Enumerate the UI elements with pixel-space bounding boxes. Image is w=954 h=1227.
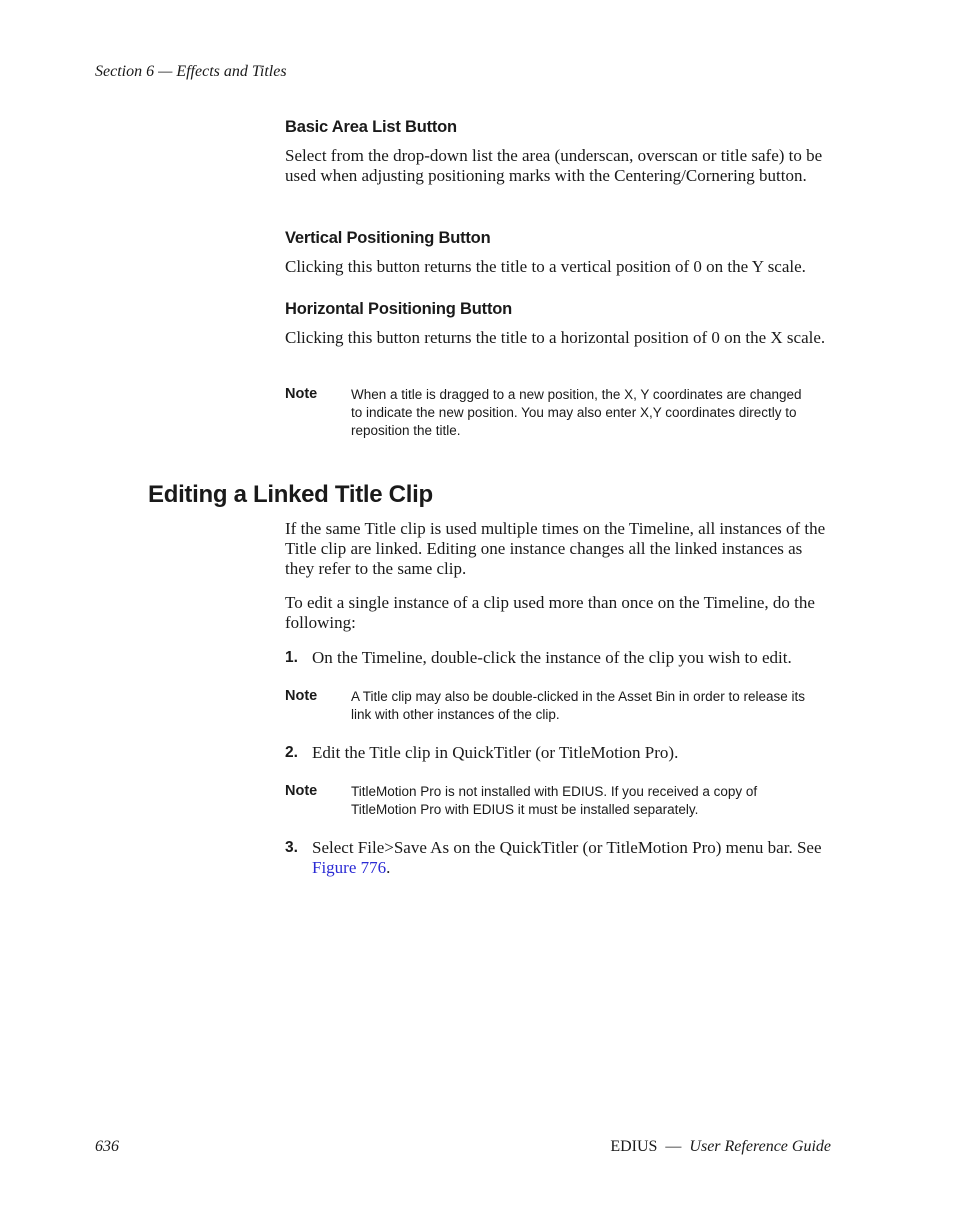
step-text-lead: Select File>Save As on the QuickTitler (or TitleMotion Pro) menu bar. See (312, 838, 822, 857)
note-label: Note (285, 783, 318, 799)
note-text: When a title is dragged to a new position, the X, Y coordinates are changed to indicate the new position. You may also enter X,Y coordinates directly to reposition the title. (351, 387, 802, 438)
note-text: A Title clip may also be double-clicked in the Asset Bin in order to release its link with other instances of the clip. (351, 689, 805, 722)
paragraph: To edit a single instance of a clip used more than once on the Timeline, do the following: (285, 593, 815, 632)
footer-title (610, 1138, 831, 1156)
chapter-heading: Editing a Linked Title Clip (148, 481, 433, 508)
section-body: Clicking this button returns the title to a horizontal position of 0 on the X scale. (285, 328, 826, 347)
step-text (312, 838, 833, 878)
step-text: Edit the Title clip in QuickTitler (or TitleMotion Pro). (312, 743, 679, 762)
note-label: Note (285, 688, 318, 704)
section-vertical-positioning (285, 229, 833, 277)
section-basic-area (285, 118, 833, 186)
linked-intro (285, 519, 833, 633)
page-number: 636 (95, 1138, 119, 1155)
footer-guide: User Reference Guide (689, 1138, 831, 1155)
step-text: On the Timeline, double-click the instance of the clip you wish to edit. (312, 648, 792, 667)
step-text-tail: . (386, 858, 391, 877)
section-body: Clicking this button returns the title to a vertical position of 0 on the Y scale. (285, 257, 806, 276)
step-number: 3. (285, 839, 298, 856)
running-head: Section 6 — Effects and Titles (95, 63, 287, 80)
note-label: Note (285, 386, 318, 402)
section-body: Select from the drop-down list the area (underscan, overscan or title safe) to be used when adjusting positioning marks with the Centering/Cornering button. (285, 146, 823, 185)
figure-link[interactable]: Figure 776 (312, 858, 387, 877)
paragraph: If the same Title clip is used multiple times on the Timeline, all instances of the Title clip are linked. Editing one instance changes all the linked instances as they refer to the same clip. (285, 519, 826, 578)
footer-product: EDIUS (610, 1138, 658, 1155)
section-heading: Basic Area List Button (285, 118, 457, 136)
step-number: 1. (285, 649, 298, 666)
note-text: TitleMotion Pro is not installed with EDIUS. If you received a copy of TitleMotion Pro with EDIUS it must be installed separately. (351, 784, 758, 817)
section-heading: Horizontal Positioning Button (285, 300, 512, 318)
footer-dash: — (665, 1138, 682, 1155)
step-number: 2. (285, 744, 298, 761)
section-horizontal-positioning (285, 300, 833, 348)
section-heading: Vertical Positioning Button (285, 229, 491, 247)
